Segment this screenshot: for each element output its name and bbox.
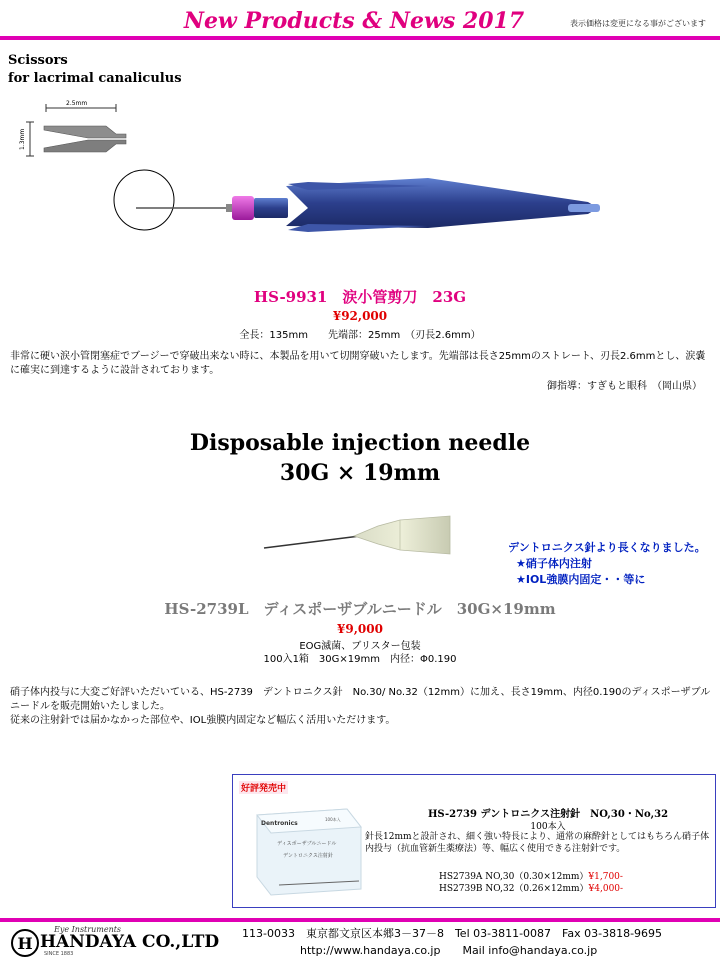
company-since: SINCE 1883 bbox=[44, 951, 74, 957]
package-label1: ディスポーザブルニードル bbox=[277, 841, 337, 847]
scissors-product-name: HS-9931 涙小管剪刀 23G bbox=[253, 288, 467, 306]
package-count: 100本入 bbox=[325, 817, 341, 822]
scissors-spec: 全長：135mm 先端部：25mm （刃長2.6mm） bbox=[239, 330, 481, 341]
promo-item-code: HS2739A NO,30（0.30×12mm） bbox=[439, 872, 589, 882]
promo-item-code: HS2739B NO,32（0.26×12mm） bbox=[439, 884, 589, 894]
needle-product-name: HS-2739L ディスポーザブルニードル 30G×19mm bbox=[164, 600, 556, 618]
callout-line3: ★IOL強膜内固定・・等に bbox=[516, 573, 646, 586]
package-brand: Dentronics bbox=[261, 820, 298, 827]
needle-image bbox=[250, 506, 470, 566]
promo-description: 針長12mmと設計され、細く強い特長により、通常の麻酔針としてはもちろん硝子体内投与（抗血管新生薬療法）等、幅広く使用できる注射針です。 bbox=[365, 832, 710, 854]
needle-spec bbox=[0, 640, 720, 666]
company-logo-icon bbox=[10, 928, 40, 958]
price-change-notice: 表示価格は変更になる事がございます bbox=[570, 19, 706, 28]
promo-box bbox=[232, 774, 716, 908]
promo-count: 100本入 bbox=[530, 822, 566, 832]
promo-badge: 好評発売中 bbox=[239, 781, 288, 794]
scissors-instrument-image bbox=[108, 168, 608, 238]
needle-description-line1: 硝子体内投与に大変ご好評いただいている、HS-2739 デントロニクス針 No.30/ No.32（12mm）に加え、長さ19mm、内径0.190のディスポーザブルニードルを販売開始いたしました。 bbox=[10, 687, 711, 712]
promo-item-price: ¥1,700- bbox=[588, 872, 623, 882]
needle-heading-line1: Disposable injection needle bbox=[189, 430, 531, 456]
promo-item-price: ¥4,000- bbox=[588, 884, 624, 894]
callout-line2: ★硝子体内注射 bbox=[516, 557, 592, 570]
package-image bbox=[249, 797, 367, 897]
logo-tagline: Eye Instruments bbox=[54, 925, 122, 934]
needle-description-line2: 従来の注射針では届かなかった部位や、IOL強膜内固定など幅広く活用いただけます。 bbox=[10, 715, 396, 726]
dim-width-label: 2.5mm bbox=[66, 100, 88, 107]
newsletter-title: New Products & News 2017 bbox=[183, 8, 525, 34]
scissors-price: ¥92,000 bbox=[332, 309, 388, 323]
needle-spec-line2: 100入1箱 30G×19mm 内径：Φ0.190 bbox=[263, 654, 457, 665]
scissors-heading-line1: Scissors bbox=[8, 53, 68, 68]
needle-callout bbox=[508, 540, 706, 588]
needle-price: ¥9,000 bbox=[337, 622, 383, 636]
company-name: HANDAYA CO.,LTD bbox=[40, 932, 220, 952]
promo-item bbox=[439, 881, 623, 894]
top-divider bbox=[0, 36, 720, 40]
scissors-heading bbox=[8, 52, 182, 88]
needle-heading bbox=[0, 428, 720, 488]
scissors-heading-line2: for lacrimal canaliculus bbox=[8, 71, 182, 86]
dim-height-label: 1.3mm bbox=[19, 128, 26, 150]
bottom-divider bbox=[0, 918, 720, 922]
blade-tip-diagram bbox=[14, 98, 134, 160]
needle-spec-line1: EOG滅菌、ブリスター包装 bbox=[299, 641, 421, 652]
package-label2: デントロニクス注射針 bbox=[283, 853, 333, 859]
logo-letter: H bbox=[17, 934, 33, 953]
needle-heading-line2: 30G × 19mm bbox=[279, 460, 441, 486]
company-web: http://www.handaya.co.jp Mail info@handaya.co.jp bbox=[300, 944, 598, 957]
scissors-credit: 御指導：すぎもと眼科 （岡山県） bbox=[547, 381, 702, 392]
scissors-description: 非常に硬い涙小管閉塞症でブージーで穿破出来ない時に、本製品を用いて切開穿破いたします。先端部は長さ25mmのストレート、刃長2.6mmとし、涙嚢に確実に到達するように設計されております。 bbox=[10, 351, 706, 376]
callout-line1: デントロニクス針より長くなりました。 bbox=[508, 541, 706, 554]
needle-description bbox=[10, 686, 714, 728]
promo-title: HS-2739 デントロニクス注射針 NO,30・No,32 bbox=[427, 809, 669, 820]
company-address: 113-0033 東京都文京区本郷3－37－8 Tel 03-3811-0087 Fax 03-3818-9695 bbox=[242, 927, 663, 940]
